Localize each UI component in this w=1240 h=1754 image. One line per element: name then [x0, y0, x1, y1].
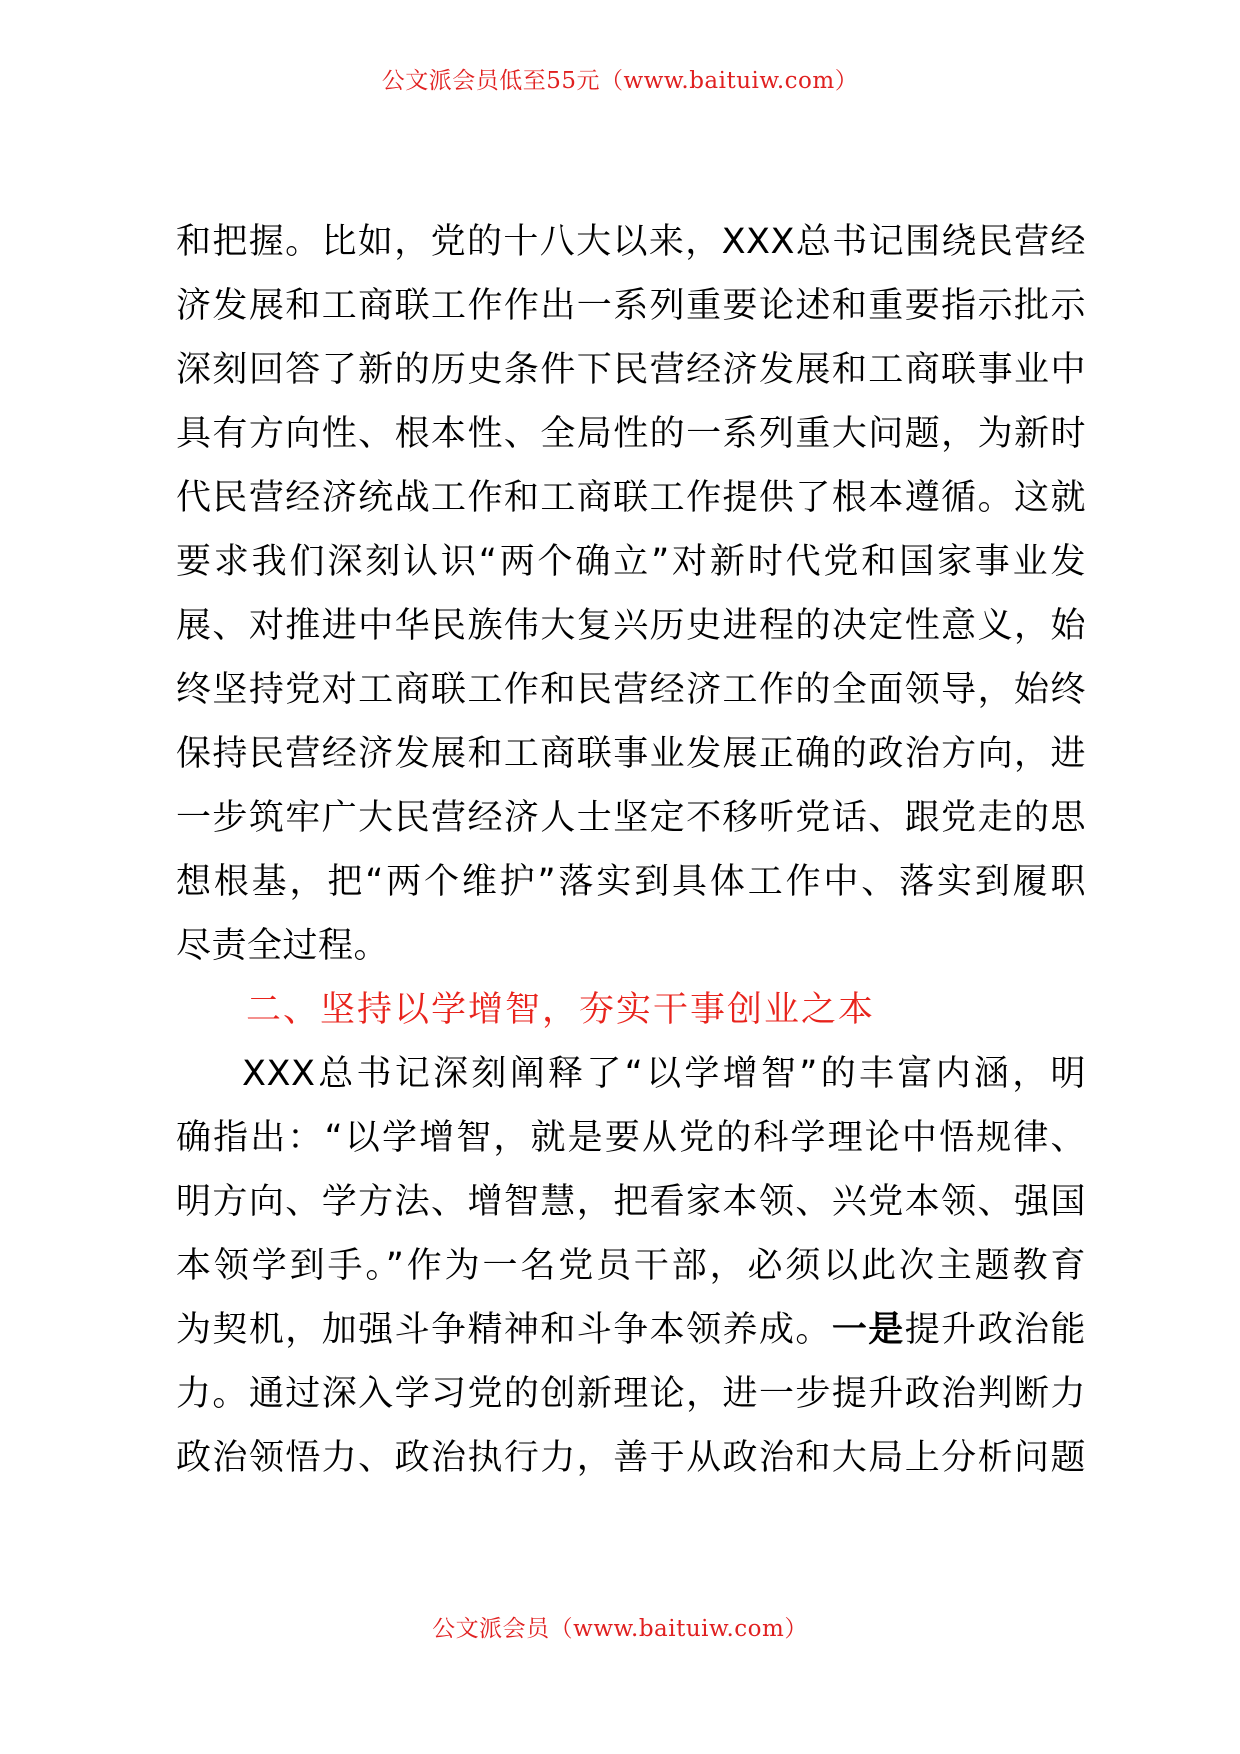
text-line: 济发展和工商联工作作出一系列重要论述和重要指示批示 [176, 286, 1086, 326]
text-line: 代民营经济统战工作和工商联工作提供了根本遵循。这就 [176, 478, 1086, 518]
text-line: 本领学到手。”作为一名党员干部，必须以此次主题教育 [176, 1246, 1086, 1286]
text-line-mixed [176, 1298, 1086, 1362]
text-line: 明方向、学方法、增智慧，把看家本领、兴党本领、强国 [176, 1182, 1086, 1222]
text-line: 想根基，把“两个维护”落实到具体工作中、落实到履职 [176, 862, 1086, 902]
text-segment: 为契机，加强斗争精神和斗争本领养成。 [176, 1310, 832, 1350]
text-line: 保持民营经济发展和工商联事业发展正确的政治方向，进 [176, 734, 1086, 774]
text-line: 政治领悟力、政治执行力，善于从政治和大局上分析问题 [176, 1438, 1086, 1478]
text-line: 具有方向性、根本性、全局性的一系列重大问题，为新时 [176, 414, 1086, 454]
footer-watermark: 公文派会员（www.baituiw.com） [432, 1616, 808, 1642]
text-line: 深刻回答了新的历史条件下民营经济发展和工商联事业中 [176, 350, 1086, 390]
text-segment: 提升政治能 [904, 1310, 1086, 1350]
section-heading: 二、坚持以学增智，夯实干事创业之本 [246, 990, 876, 1030]
text-line: 力。通过深入学习党的创新理论，进一步提升政治判断力 [176, 1374, 1086, 1414]
text-line: 一步筑牢广大民营经济人士坚定不移听党话、跟党走的思 [176, 798, 1086, 838]
header-watermark: 公文派会员低至55元（www.baituiw.com） [381, 68, 859, 94]
text-line: 终坚持党对工商联工作和民营经济工作的全面领导，始终 [176, 670, 1086, 710]
text-line: 和把握。比如，党的十八大以来，XXX总书记围绕民营经 [176, 222, 1086, 262]
text-line: 尽责全过程。 [176, 926, 390, 966]
bold-marker: 一是 [831, 1310, 905, 1350]
document-body [176, 210, 1086, 1490]
text-line: 要求我们深刻认识“两个确立”对新时代党和国家事业发 [176, 542, 1086, 582]
text-line: XXX总书记深刻阐释了“以学增智”的丰富内涵，明 [242, 1054, 1086, 1094]
text-line: 确指出：“以学增智，就是要从党的科学理论中悟规律、 [176, 1118, 1086, 1158]
text-line: 展、对推进中华民族伟大复兴历史进程的决定性意义，始 [176, 606, 1086, 646]
